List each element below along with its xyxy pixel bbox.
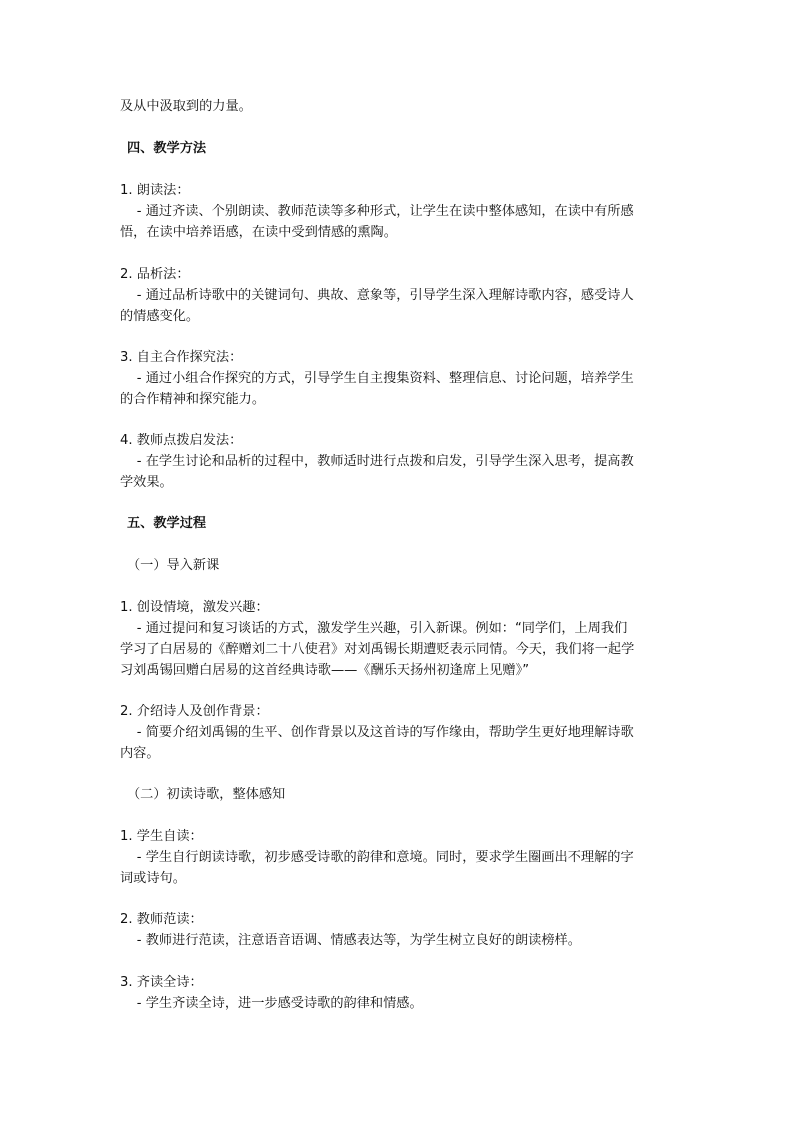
item-body-line: 悟，在读中培养语感，在读中受到情感的熏陶。 xyxy=(120,225,397,240)
section-heading-teaching-process: 五、教学过程 xyxy=(127,516,207,531)
subsection-heading-first-reading: （二）初读诗歌，整体感知 xyxy=(127,787,286,802)
item-heading-create-scene: 1. 创设情境，激发兴趣： xyxy=(120,600,269,615)
item-body-line: - 学生齐读全诗，进一步感受诗歌的韵律和情感。 xyxy=(120,996,423,1011)
item-heading-reading-method: 1. 朗读法： xyxy=(120,183,190,198)
item-body-line: - 通过提问和复习谈话的方式，激发学生兴趣，引入新课。例如：“同学们，上周我们 xyxy=(120,621,628,636)
item-heading-poet-background: 2. 介绍诗人及创作背景： xyxy=(120,704,269,719)
item-body-line: - 简要介绍刘禹锡的生平、创作背景以及这首诗的写作缘由，帮助学生更好地理解诗歌 xyxy=(120,725,634,740)
item-heading-guidance-method: 4. 教师点拨启发法： xyxy=(120,433,243,448)
item-heading-self-reading: 1. 学生自读： xyxy=(120,829,203,844)
item-body-line: - 在学生讨论和品析的过程中，教师适时进行点拨和启发，引导学生深入思考，提高教 xyxy=(120,454,634,469)
item-body-line: - 学生自行朗读诗歌，初步感受诗歌的韵律和意境。同时，要求学生圈画出不理解的字 xyxy=(120,850,634,865)
item-heading-group-reading: 3. 齐读全诗： xyxy=(120,975,203,990)
item-body-line: 学习了白居易的《醉赠刘二十八使君》对刘禹锡长期遭贬表示同情。今天，我们将一起学 xyxy=(120,642,635,657)
section-heading-teaching-methods: 四、教学方法 xyxy=(127,141,207,156)
item-body-line: - 通过品析诗歌中的关键词句、典故、意象等，引导学生深入理解诗歌内容，感受诗人 xyxy=(120,288,634,303)
item-body-line: - 教师进行范读，注意语音语调、情感表达等，为学生树立良好的朗读榜样。 xyxy=(120,933,581,948)
item-heading-cooperative-method: 3. 自主合作探究法： xyxy=(120,350,243,365)
item-body-line: 习刘禹锡回赠白居易的这首经典诗歌——《酬乐天扬州初逢席上见赠》” xyxy=(120,663,530,678)
item-body-line: 的合作精神和探究能力。 xyxy=(120,392,266,407)
item-body-line: 内容。 xyxy=(120,746,160,761)
item-body-line: 学效果。 xyxy=(120,475,173,490)
paragraph-continuation: 及从中汲取到的力量。 xyxy=(120,99,252,114)
item-body-line: 词或诗句。 xyxy=(120,871,186,886)
item-heading-analysis-method: 2. 品析法： xyxy=(120,267,190,282)
item-body-line: 的情感变化。 xyxy=(120,309,200,324)
item-heading-teacher-reading: 2. 教师范读： xyxy=(120,912,203,927)
item-body-line: - 通过齐读、个别朗读、教师范读等多种形式，让学生在读中整体感知，在读中有所感 xyxy=(120,204,634,219)
item-body-line: - 通过小组合作探究的方式，引导学生自主搜集资料、整理信息、讨论问题，培养学生 xyxy=(120,371,634,386)
subsection-heading-intro: （一）导入新课 xyxy=(127,558,220,573)
